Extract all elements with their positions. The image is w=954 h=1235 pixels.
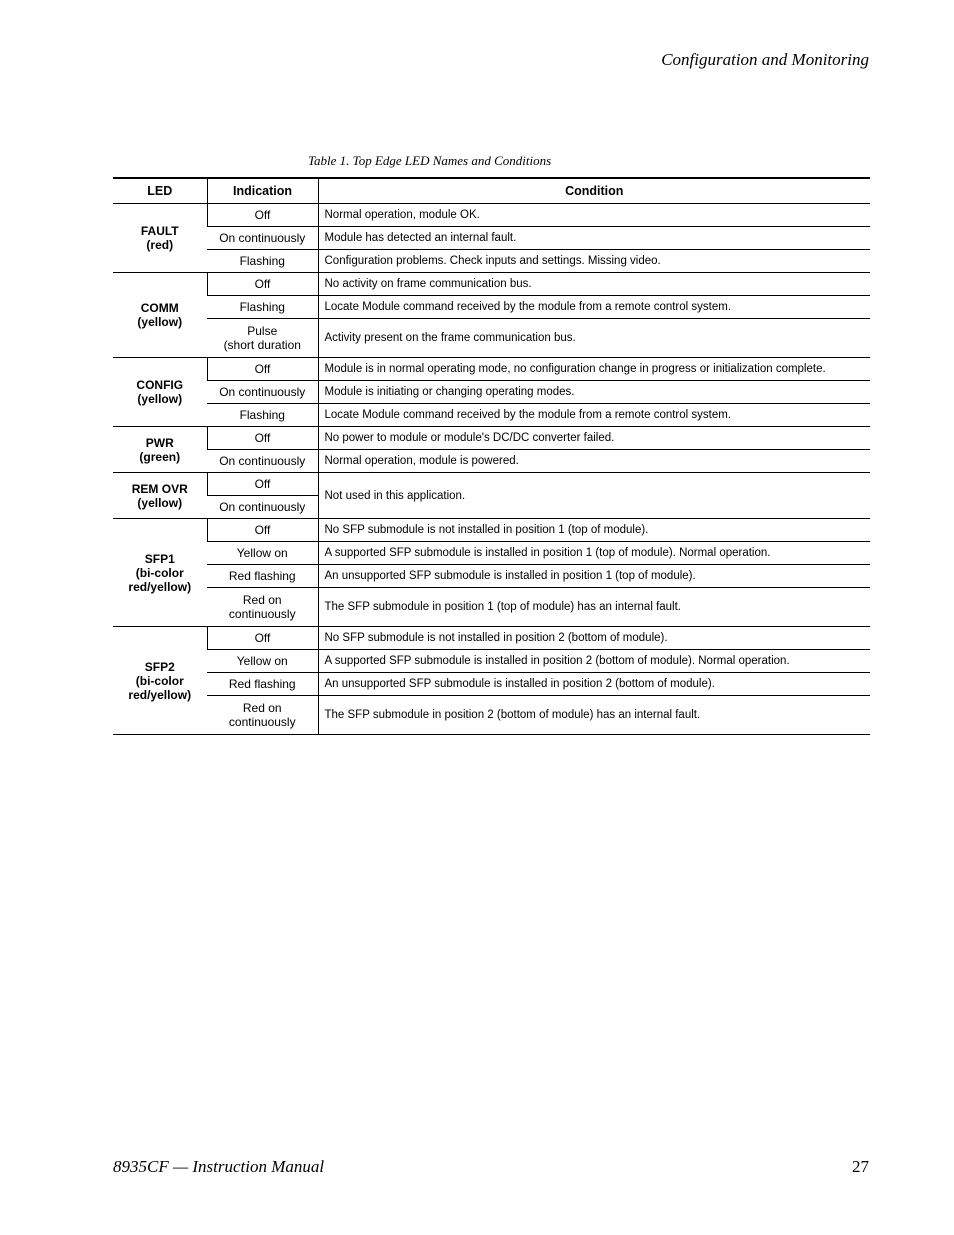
condition-cell: No power to module or module's DC/DC converter failed.	[318, 427, 870, 450]
indication-cell: Yellow on	[207, 650, 318, 673]
condition-cell: Activity present on the frame communication bus.	[318, 319, 870, 358]
running-head: Configuration and Monitoring	[661, 50, 869, 69]
condition-cell: An unsupported SFP submodule is installed in position 1 (top of module).	[318, 565, 870, 588]
table-row	[113, 588, 870, 627]
table-header-row	[113, 178, 870, 204]
condition-cell: An unsupported SFP submodule is installed in position 2 (bottom of module).	[318, 673, 870, 696]
indication-cell: Off	[207, 627, 318, 650]
table-row	[113, 227, 870, 250]
led-name-sfp1: SFP1 (bi-color red/yellow)	[113, 519, 207, 627]
table-row	[113, 250, 870, 273]
table-row	[113, 696, 870, 735]
indication-cell: Pulse (short duration	[207, 319, 318, 358]
indication-cell: On continuously	[207, 496, 318, 519]
table-row	[113, 673, 870, 696]
indication-cell: On continuously	[207, 381, 318, 404]
table-row	[113, 358, 870, 381]
indication-cell: Off	[207, 427, 318, 450]
condition-cell: Module is in normal operating mode, no configuration change in progress or initialization complete.	[318, 358, 870, 381]
condition-cell: Normal operation, module is powered.	[318, 450, 870, 473]
indication-cell: Red flashing	[207, 565, 318, 588]
table-row	[113, 650, 870, 673]
table-row	[113, 427, 870, 450]
led-conditions-table	[113, 177, 870, 735]
table-row	[113, 204, 870, 227]
condition-cell: Configuration problems. Check inputs and settings. Missing video.	[318, 250, 870, 273]
condition-cell: No SFP submodule is not installed in position 1 (top of module).	[318, 519, 870, 542]
condition-cell: A supported SFP submodule is installed in position 1 (top of module). Normal operation.	[318, 542, 870, 565]
indication-cell: Off	[207, 204, 318, 227]
footer-page-number: 27	[852, 1157, 869, 1176]
table-row	[113, 519, 870, 542]
table-row	[113, 319, 870, 358]
led-name-rem-ovr: REM OVR (yellow)	[113, 473, 207, 519]
condition-cell: Locate Module command received by the module from a remote control system.	[318, 296, 870, 319]
condition-cell: Locate Module command received by the module from a remote control system.	[318, 404, 870, 427]
indication-cell: Flashing	[207, 404, 318, 427]
condition-cell: Normal operation, module OK.	[318, 204, 870, 227]
col-header-led: LED	[113, 178, 207, 204]
table-row	[113, 404, 870, 427]
condition-cell: Module has detected an internal fault.	[318, 227, 870, 250]
led-name-fault: FAULT (red)	[113, 204, 207, 273]
indication-cell: Off	[207, 273, 318, 296]
indication-cell: Red flashing	[207, 673, 318, 696]
condition-cell: No activity on frame communication bus.	[318, 273, 870, 296]
led-name-sfp2: SFP2 (bi-color red/yellow)	[113, 627, 207, 735]
col-header-condition: Condition	[318, 178, 870, 204]
condition-cell: Not used in this application.	[318, 473, 870, 519]
condition-cell: No SFP submodule is not installed in position 2 (bottom of module).	[318, 627, 870, 650]
table-caption: Table 1. Top Edge LED Names and Conditions	[308, 153, 552, 168]
footer-manual-title: 8935CF — Instruction Manual	[113, 1157, 325, 1176]
indication-cell: Off	[207, 473, 318, 496]
table-row	[113, 473, 870, 496]
table-row	[113, 296, 870, 319]
indication-cell: Red on continuously	[207, 588, 318, 627]
table-row	[113, 542, 870, 565]
table-row	[113, 565, 870, 588]
table-row	[113, 450, 870, 473]
indication-cell: Yellow on	[207, 542, 318, 565]
led-name-comm: COMM (yellow)	[113, 273, 207, 358]
indication-cell: Flashing	[207, 250, 318, 273]
led-name-pwr: PWR (green)	[113, 427, 207, 473]
condition-cell: Module is initiating or changing operating modes.	[318, 381, 870, 404]
indication-cell: Flashing	[207, 296, 318, 319]
table-row	[113, 273, 870, 296]
condition-cell: A supported SFP submodule is installed in position 2 (bottom of module). Normal operation.	[318, 650, 870, 673]
indication-cell: Red on continuously	[207, 696, 318, 735]
table-row	[113, 627, 870, 650]
led-name-config: CONFIG (yellow)	[113, 358, 207, 427]
indication-cell: On continuously	[207, 450, 318, 473]
indication-cell: Off	[207, 358, 318, 381]
table-row	[113, 381, 870, 404]
col-header-indication: Indication	[207, 178, 318, 204]
indication-cell: On continuously	[207, 227, 318, 250]
condition-cell: The SFP submodule in position 2 (bottom of module) has an internal fault.	[318, 696, 870, 735]
condition-cell: The SFP submodule in position 1 (top of module) has an internal fault.	[318, 588, 870, 627]
indication-cell: Off	[207, 519, 318, 542]
